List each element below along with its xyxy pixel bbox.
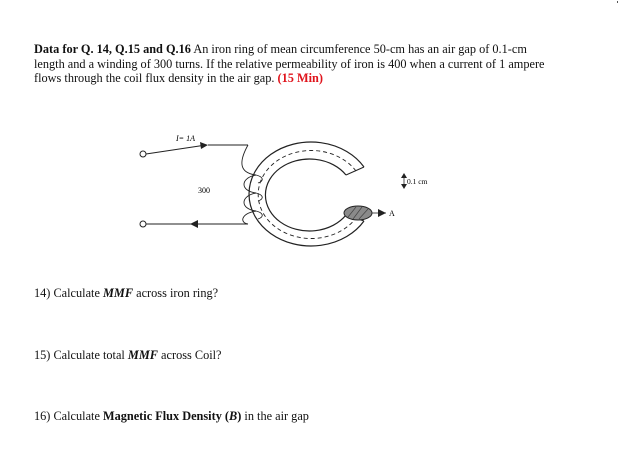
bottom-terminal (140, 221, 146, 227)
cross-section-area (344, 206, 372, 220)
top-terminal (140, 151, 146, 157)
question-14: 14) Calculate MMF across iron ring? (34, 286, 219, 300)
turns-label: 300 (198, 186, 210, 195)
problem-text: An iron ring of mean circumference 50-cm has an air gap of 0.1-cm length and a winding of 300 turns. If the relative permeability of iron is 400 when a current of 1 ampere flows through the coil flux density in the air gap. (34, 42, 545, 86)
area-pointer-icon (378, 209, 386, 217)
current-label: I= 1A (176, 134, 195, 143)
current-arrow-icon (200, 142, 208, 149)
mean-flux-path (258, 151, 356, 239)
area-label: A (389, 209, 395, 218)
corner-mark (617, 1, 618, 3)
question-15: 15) Calculate total MMF across Coil? (34, 348, 222, 362)
iron-ring-diagram (128, 123, 428, 273)
question-16: 16) Calculate Magnetic Flux Density (B) in the air gap (34, 409, 309, 423)
ring-inner-edge (265, 159, 346, 231)
problem-statement (34, 42, 554, 86)
gap-label: 0.1 cm (407, 177, 428, 186)
coil-winding (242, 145, 262, 224)
return-arrow-icon (190, 220, 198, 228)
problem-heading: Data for Q. 14, Q.15 and Q.16 (34, 42, 191, 56)
top-lead-wire (146, 145, 206, 154)
time-limit: (15 Min) (277, 71, 323, 86)
